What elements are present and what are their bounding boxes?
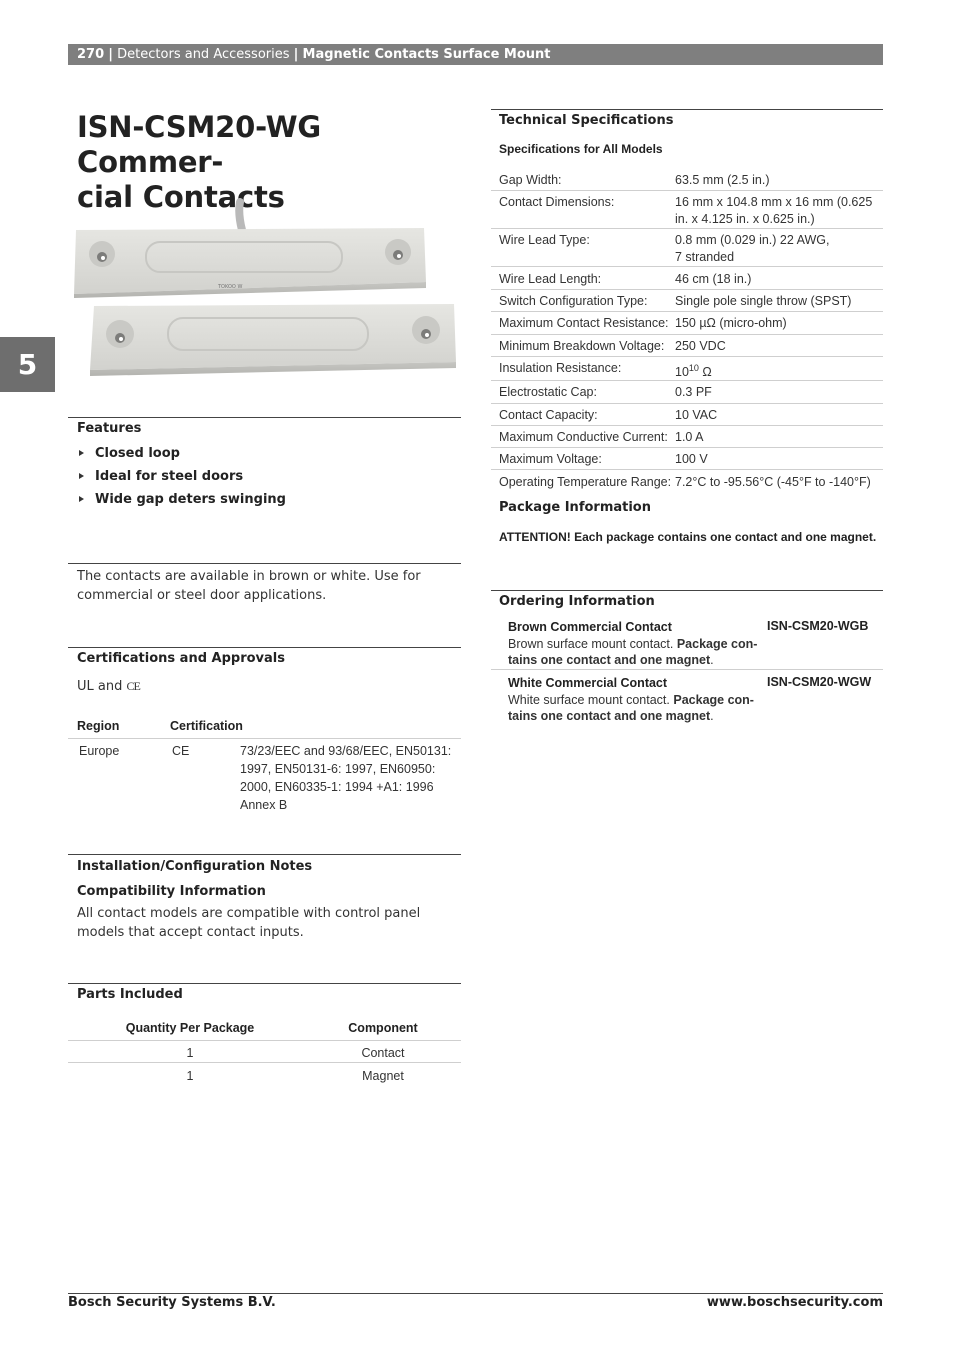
table-divider	[68, 738, 461, 739]
section-divider	[68, 983, 461, 984]
order-item	[508, 675, 758, 725]
table-divider	[491, 669, 883, 670]
spec-value: 0.3 PF	[675, 385, 712, 399]
spec-row	[491, 267, 883, 290]
spec-row	[491, 381, 883, 404]
approvals-line	[77, 677, 140, 696]
order-item-code: ISN-CSM20-WGB	[767, 619, 869, 633]
order-item-desc	[508, 636, 758, 653]
header-separator: |	[293, 47, 299, 62]
order-item-desc	[508, 708, 758, 725]
spec-label: Electrostatic Cap:	[499, 385, 597, 399]
product-image	[68, 198, 460, 376]
footer-company: Bosch Security Systems B.V.	[68, 1295, 276, 1310]
section-divider	[491, 109, 883, 110]
spec-label: Maximum Voltage:	[499, 452, 602, 466]
compatibility-text: All contact models are compatible with control panel models that accept contact inputs.	[77, 906, 421, 940]
spec-row	[491, 426, 883, 448]
spec-label: Minimum Breakdown Voltage:	[499, 339, 665, 353]
spec-value: 150 µΩ (micro-ohm)	[675, 316, 787, 330]
section-divider	[68, 647, 461, 648]
spec-value-base: 10	[675, 365, 689, 380]
compatibility-heading: Compatibility Information	[77, 884, 266, 899]
ce-mark-icon: CE	[126, 679, 140, 693]
installation-heading: Installation/Configuration Notes	[77, 859, 313, 874]
page-number: 270	[77, 47, 105, 62]
spec-row	[491, 168, 883, 191]
parts-heading: Parts Included	[77, 987, 183, 1002]
spec-value-line: 0.8 mm (0.029 in.) 22 AWG,	[675, 233, 830, 247]
spec-value: 63.5 mm (2.5 in.)	[675, 173, 770, 187]
product-label: TOKOO W	[218, 284, 243, 290]
bullet-triangle-icon	[79, 450, 84, 456]
footer-website[interactable]: www.boschsecurity.com	[706, 1295, 883, 1310]
cert-col-certification: Certification	[170, 719, 243, 733]
order-item-desc	[508, 692, 758, 709]
parts-component: Contact	[361, 1046, 405, 1060]
order-item-code: ISN-CSM20-WGW	[767, 675, 872, 689]
features-heading: Features	[77, 421, 142, 436]
parts-component: Magnet	[362, 1069, 404, 1083]
bullet-triangle-icon	[79, 496, 84, 502]
order-desc-text: White surface mount contact.	[508, 692, 670, 707]
cert-col-region: Region	[77, 719, 120, 733]
order-desc-bold: Package con-	[676, 636, 758, 651]
package-info-heading: Package Information	[499, 500, 651, 515]
spec-label: Insulation Resistance:	[499, 361, 622, 375]
spec-value	[675, 232, 883, 266]
feature-text: Closed loop	[95, 446, 180, 461]
cert-region: Europe	[79, 744, 120, 758]
spec-label: Wire Lead Type:	[499, 233, 590, 247]
spec-row	[491, 448, 883, 470]
order-desc-text: Brown surface mount contact.	[508, 636, 674, 651]
spec-row	[491, 191, 883, 229]
section-divider	[68, 417, 461, 418]
spec-row	[491, 335, 883, 357]
spec-value	[675, 360, 883, 381]
spec-value: 10 VAC	[675, 408, 718, 422]
order-item-name: White Commercial Contact	[508, 676, 668, 690]
approvals-text: UL and	[77, 679, 123, 694]
spec-value-unit: Ω	[698, 365, 712, 380]
tech-specs-subheading: Specifications for All Models	[499, 142, 663, 156]
tech-specs-heading: Technical Specifications	[499, 113, 674, 128]
parts-qty: 1	[186, 1046, 194, 1060]
parts-col-component: Component	[348, 1021, 418, 1035]
spec-label: Switch Configuration Type:	[499, 294, 648, 308]
order-desc-end: .	[710, 653, 714, 667]
order-desc-bold: tains one contact and one magnet	[508, 653, 711, 667]
page-title-text: ISN-CSM20-WG Commer- cial Contacts	[77, 110, 322, 214]
order-item	[508, 619, 758, 669]
feature-item	[77, 446, 286, 469]
order-item-name: Brown Commercial Contact	[508, 620, 672, 634]
contact-bar	[74, 228, 426, 298]
order-desc-bold: Package con-	[673, 692, 754, 707]
spec-label: Gap Width:	[499, 173, 562, 187]
spec-row	[491, 312, 883, 335]
spec-value-exponent: 10	[688, 363, 699, 373]
order-desc-end: .	[710, 709, 714, 723]
spec-row	[491, 357, 883, 381]
spec-value: 250 VDC	[675, 339, 726, 353]
spec-row	[491, 404, 883, 426]
feature-text: Wide gap deters swinging	[95, 492, 286, 507]
section-divider	[68, 563, 461, 564]
table-divider	[68, 1062, 461, 1063]
spec-label: Maximum Conductive Current:	[499, 430, 668, 444]
certifications-heading: Certifications and Approvals	[77, 651, 285, 666]
spec-value-line: 7 stranded	[675, 250, 735, 264]
table-divider	[68, 1040, 461, 1041]
features-list	[77, 446, 286, 515]
spec-row	[491, 470, 883, 494]
order-item-desc	[508, 652, 758, 669]
section-divider	[491, 590, 883, 591]
page-header	[68, 44, 883, 65]
order-desc-bold: tains one contact and one magnet	[508, 709, 711, 723]
spec-row	[491, 290, 883, 312]
package-attention: ATTENTION! Each package contains one contact and one magnet.	[499, 530, 877, 544]
spec-value: 7.2°C to -95.56°C (-45°F to -140°F)	[675, 475, 871, 489]
chapter-tab: 5	[0, 337, 55, 392]
header-section: Detectors and Accessories	[117, 47, 290, 62]
feature-item	[77, 492, 286, 515]
cert-detail: 73/23/EEC and 93/68/EEC, EN50131: 1997, EN50131-6: 1997, EN60950: 2000, EN60335-1: 1994 +A1: 1996 Annex B	[240, 744, 452, 812]
parts-qty: 1	[186, 1069, 194, 1083]
section-divider	[68, 854, 461, 855]
spec-label: Contact Capacity:	[499, 408, 598, 422]
ordering-heading: Ordering Information	[499, 594, 655, 609]
feature-item	[77, 469, 286, 492]
spec-label: Maximum Contact Resistance:	[499, 316, 669, 330]
header-subsection: Magnetic Contacts Surface Mount	[302, 47, 551, 62]
spec-label: Contact Dimensions:	[499, 195, 615, 209]
parts-col-qty: Quantity Per Package	[125, 1021, 255, 1035]
feature-text: Ideal for steel doors	[95, 469, 244, 484]
magnet-bar	[90, 304, 456, 376]
spec-row	[491, 229, 883, 267]
spec-value: Single pole single throw (SPST)	[675, 294, 852, 308]
header-separator: |	[108, 47, 114, 62]
spec-value: 46 cm (18 in.)	[675, 272, 752, 286]
spec-value: 100 V	[675, 452, 708, 466]
spec-value: 16 mm x 104.8 mm x 16 mm (0.625 in. x 4.125 in. x 0.625 in.)	[675, 195, 873, 226]
cert-mark: CE	[172, 744, 190, 758]
bullet-triangle-icon	[79, 473, 84, 479]
spec-label: Wire Lead Length:	[499, 272, 602, 286]
product-description: The contacts are available in brown or white. Use for commercial or steel door applications.	[77, 569, 421, 603]
footer-divider	[68, 1293, 883, 1294]
spec-label: Operating Temperature Range:	[499, 475, 672, 489]
spec-value: 1.0 A	[675, 430, 704, 444]
